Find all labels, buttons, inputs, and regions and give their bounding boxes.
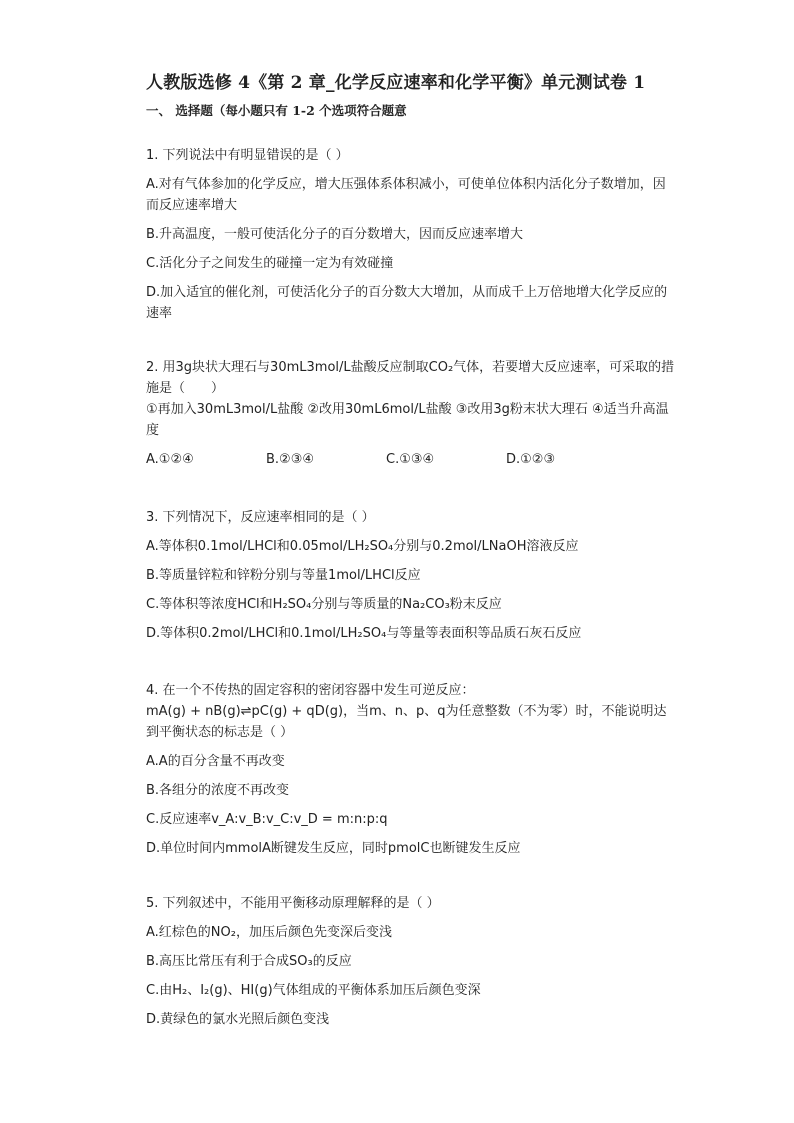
- option-a: A.对有气体参加的化学反应，增大压强体系体积减小，可使单位体积内活化分子数增加，因而反应速率增大: [146, 177, 666, 213]
- question-5: [146, 893, 676, 1038]
- question-stem: 2. 用3g块状大理石与30mL3mol/L盐酸反应制取CO₂气体，若要增大反应速率，可采取的措施是（ ）: [146, 360, 675, 396]
- option-row: [146, 449, 676, 470]
- question-stem: 5. 下列叙述中，不能用平衡移动原理解释的是（ ）: [146, 896, 440, 911]
- option-d: D.①②③: [506, 452, 556, 467]
- option-d: D.等体积0.2mol/LHCl和0.1mol/LH₂SO₄与等量等表面积等品质石灰石反应: [146, 626, 582, 641]
- question-1: [146, 145, 676, 332]
- document-title: 人教版选修 4《第 2 章_化学反应速率和化学平衡》单元测试卷 1: [146, 73, 646, 93]
- option-b: B.各组分的浓度不再改变: [146, 783, 290, 798]
- question-stem-continued: mA(g) + nB(g)⇌pC(g) + qD(g)，当m、n、p、q为任意整数（不为零）时，不能说明达到平衡状态的标志是（ ）: [146, 704, 667, 740]
- question-4: [146, 680, 676, 867]
- option-b: B.②③④: [266, 452, 315, 467]
- option-d: D.加入适宜的催化剂，可使活化分子的百分数大大增加，从而成千上万倍地增大化学反应的速率: [146, 285, 668, 321]
- option-c: C.反应速率v_A:v_B:v_C:v_D = m:n:p:q: [146, 812, 388, 827]
- question-stem: 1. 下列说法中有明显错误的是（ ）: [146, 148, 349, 163]
- option-b: B.升高温度，一般可使活化分子的百分数增大，因而反应速率增大: [146, 227, 524, 242]
- question-stem: 3. 下列情况下，反应速率相同的是（ ）: [146, 510, 375, 525]
- option-c: C.①③④: [386, 452, 435, 467]
- option-b: B.等质量锌粒和锌粉分别与等量1mol/LHCl反应: [146, 568, 421, 583]
- option-a: A.A的百分含量不再改变: [146, 754, 285, 769]
- option-c: C.等体积等浓度HCl和H₂SO₄分别与等质量的Na₂CO₃粉末反应: [146, 597, 502, 612]
- question-stem: 4. 在一个不传热的固定容积的密闭容器中发生可逆反应：: [146, 683, 475, 698]
- question-measures: ①再加入30mL3mol/L盐酸 ②改用30mL6mol/L盐酸 ③改用3g粉末状大理石 ④适当升高温度: [146, 402, 669, 438]
- section-heading: 一、 选择题（每小题只有 1-2 个选项符合题意: [146, 103, 407, 118]
- option-a: A.红棕色的NO₂，加压后颜色先变深后变浅: [146, 925, 392, 940]
- question-2: [146, 357, 676, 470]
- question-3: [146, 507, 676, 652]
- option-d: D.黄绿色的氯水光照后颜色变浅: [146, 1012, 330, 1027]
- option-d: D.单位时间内mmolA断键发生反应，同时pmolC也断键发生反应: [146, 841, 521, 856]
- option-c: C.活化分子之间发生的碰撞一定为有效碰撞: [146, 256, 394, 271]
- option-b: B.高压比常压有利于合成SO₃的反应: [146, 954, 352, 969]
- option-a: A.等体积0.1mol/LHCl和0.05mol/LH₂SO₄分别与0.2mol/LNaOH溶液反应: [146, 539, 579, 554]
- option-c: C.由H₂、I₂(g)、HI(g)气体组成的平衡体系加压后颜色变深: [146, 983, 481, 998]
- option-a: A.①②④: [146, 452, 194, 467]
